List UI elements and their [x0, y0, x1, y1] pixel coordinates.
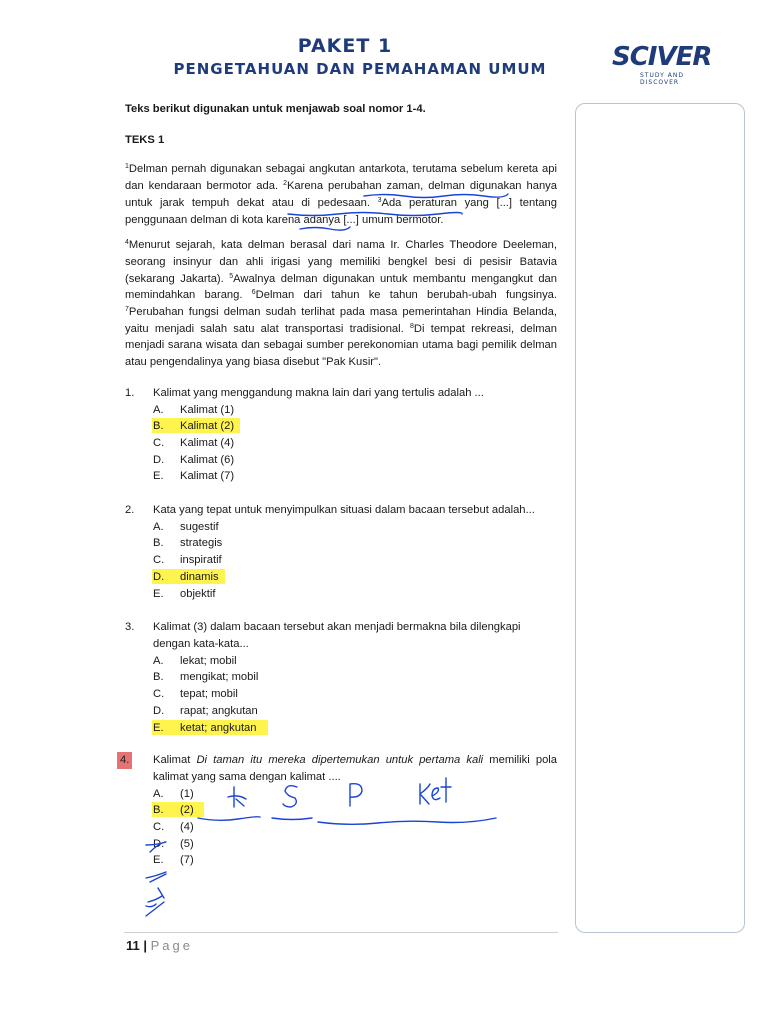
question-number: 3. [125, 621, 135, 634]
question-stem: Kalimat (3) dalam bacaan tersebut akan menjadi bermakna bila dilengkapi dengan kata-kata... [153, 621, 521, 650]
option-letter: B. [153, 420, 164, 433]
option-letter: E. [153, 587, 164, 600]
option-a[interactable] [125, 653, 557, 670]
option-text: (5) [180, 837, 194, 850]
question-stem: Kalimat yang menggandung makna lain dari yang tertulis adalah ... [153, 386, 484, 399]
document-title: PAKET 1 [297, 35, 393, 57]
stem-italic-sentence: Di taman itu mereka dipertemukan untuk pertama kali [196, 754, 484, 767]
question-stem [153, 752, 557, 785]
option-e[interactable] [125, 468, 557, 485]
footer-separator: | [143, 938, 148, 953]
option-letter: B. [153, 804, 164, 817]
option-text: objektif [180, 587, 216, 600]
sentence-text: Delman pernah digunakan sebagai angkutan antarkota, terutama sebelum kereta api dan kendaraan bermotor ada. [125, 163, 557, 193]
option-text: Kalimat (2) [180, 420, 235, 433]
option-text: (4) [180, 821, 194, 834]
logo-subtitle: STUDY AND DISCOVER [640, 72, 684, 86]
question-1 [125, 385, 557, 402]
option-c[interactable] [125, 686, 557, 703]
option-letter: D. [153, 453, 165, 466]
option-letter: C. [153, 554, 165, 567]
stem-prefix: Kalimat [153, 754, 197, 767]
option-c[interactable] [125, 819, 557, 836]
option-text: Kalimat (6) [180, 453, 235, 466]
option-text: ketat; angkutan [180, 721, 257, 734]
option-text: Kalimat (4) [180, 436, 235, 449]
option-text: inspiratif [180, 554, 222, 567]
option-letter: C. [153, 436, 165, 449]
sentence-number: 5 [229, 272, 234, 280]
question-number: 1. [125, 386, 135, 399]
option-c[interactable] [125, 552, 557, 569]
option-a[interactable] [125, 786, 557, 803]
paragraph-2 [125, 237, 557, 371]
ink-cross-e [146, 896, 164, 916]
page-number: 11 [126, 938, 140, 953]
option-text: mengikat; mobil [180, 671, 259, 684]
option-b[interactable] [125, 669, 557, 686]
footer-divider [124, 932, 558, 933]
brand-logo [612, 42, 712, 84]
sentence-number: 6 [251, 289, 256, 297]
option-text: strategis [180, 537, 223, 550]
question-stem: Kata yang tepat untuk menyimpulkan situasi dalam bacaan tersebut adalah... [153, 504, 535, 517]
question-number: 2. [125, 504, 135, 517]
question-3 [125, 619, 557, 652]
option-letter: B. [153, 537, 164, 550]
option-c[interactable] [125, 435, 557, 452]
option-d[interactable] [125, 452, 557, 469]
option-text: Kalimat (7) [180, 470, 235, 483]
option-letter: C. [153, 821, 165, 834]
option-text: (2) [180, 804, 194, 817]
option-d[interactable] [125, 836, 557, 853]
option-d[interactable] [125, 703, 557, 720]
option-text: (7) [180, 854, 194, 867]
option-letter: D. [153, 837, 165, 850]
option-text: (1) [180, 787, 194, 800]
option-text: tepat; mobil [180, 688, 238, 701]
sentence-text: Delman dari tahun ke tahun berubah-ubah fungsinya. [255, 289, 557, 302]
option-a[interactable] [125, 402, 557, 419]
option-letter: E. [153, 854, 164, 867]
option-b[interactable] [125, 535, 557, 552]
option-letter: A. [153, 403, 164, 416]
option-letter: A. [153, 787, 164, 800]
intro-text: Teks berikut digunakan untuk menjawab soal nomor 1-4. [125, 103, 426, 115]
sentence-number: 1 [125, 163, 129, 171]
page-footer [126, 938, 193, 953]
sentence-text: Ada peraturan yang [...] tentang penggunaan delman di kota karena adanya [...] umum bermotor. [125, 196, 558, 226]
ink-cross-c [146, 872, 166, 882]
question-2 [125, 502, 557, 519]
document-subtitle: PENGETAHUAN DAN PEMAHAMAN UMUM [173, 60, 547, 78]
question-number-marked: 4. [117, 752, 132, 769]
option-letter: A. [153, 520, 164, 533]
sentence-number: 4 [125, 239, 129, 247]
sentence-number: 8 [410, 322, 414, 330]
page-label: Page [150, 938, 194, 953]
sentence-number: 3 [377, 196, 382, 204]
logo-text: SCIVER [612, 42, 712, 72]
option-e[interactable] [125, 852, 557, 869]
paragraph-1 [125, 161, 557, 228]
option-b-highlighted[interactable] [125, 418, 557, 435]
option-text: rapat; angkutan [180, 704, 258, 717]
option-letter: D. [153, 704, 165, 717]
question-4 [120, 752, 557, 785]
option-letter: E. [153, 470, 164, 483]
option-b-highlighted[interactable] [125, 802, 557, 819]
sentence-text: Perubahan fungsi delman sudah terlihat pada masa pemerintahan Hindia Belanda, yaitu menjadi salah satu alat transportasi tradisional. [125, 306, 557, 335]
notes-sidebar-box [575, 103, 745, 933]
option-letter: E. [153, 721, 164, 734]
option-d-highlighted[interactable] [125, 569, 557, 586]
ink-cross-d [158, 888, 164, 898]
option-a[interactable] [125, 519, 557, 536]
sentence-text: Di tempat rekreasi, delman menjadi sarana wisata dan sebagai sumber perekonomian utama bagi pemilik delman atau pengendalinya yang biasa disebut "Pak Kusir". [125, 322, 557, 369]
sentence-text: Awalnya delman digunakan untuk membantu mengangkut dan memindahkan barang. [125, 272, 557, 302]
option-text: lekat; mobil [180, 654, 237, 667]
option-text: Kalimat (1) [180, 403, 235, 416]
sentence-text: Karena perubahan zaman, delman digunakan hanya untuk jarak tempuh dekat atau di pedesaan. [125, 180, 557, 209]
option-e[interactable] [125, 586, 557, 603]
main-content [120, 100, 558, 869]
option-letter: B. [153, 671, 164, 684]
sentence-text: Menurut sejarah, kata delman berasal dari nama Ir. Charles Theodore Deeleman, seorang insinyur dan ahli irigasi yang memiliki bengkel besi di pesisir Batavia (sekarang Jakarta). [125, 239, 557, 285]
sentence-number: 7 [125, 306, 129, 314]
option-letter: C. [153, 688, 165, 701]
option-letter: A. [153, 654, 164, 667]
option-text: dinamis [180, 570, 219, 583]
option-e-highlighted[interactable] [125, 720, 557, 737]
option-letter: D. [153, 570, 165, 583]
sentence-number: 2 [283, 180, 287, 188]
stem-suffix: memiliki pola kalimat yang sama dengan kalimat .... [153, 754, 557, 783]
option-text: sugestif [180, 520, 219, 533]
text-heading: TEKS 1 [125, 133, 165, 146]
